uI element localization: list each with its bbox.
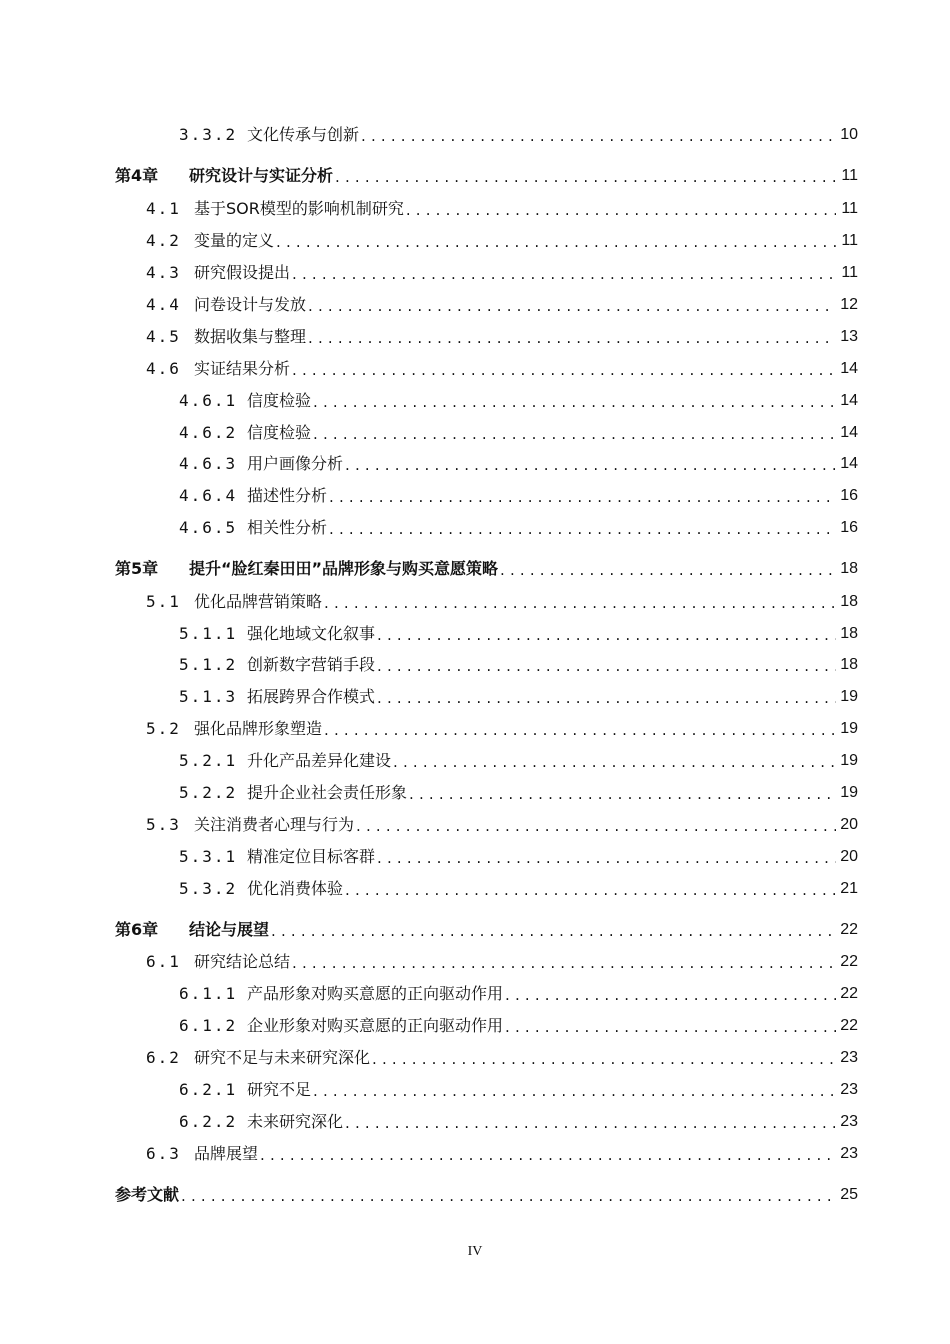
toc-entry-page: 13 (840, 328, 858, 345)
toc-entry[interactable] (146, 586, 858, 612)
toc-entry-page: 16 (840, 519, 858, 536)
toc-entry[interactable] (179, 480, 858, 506)
toc-entry-page: 10 (840, 126, 858, 143)
toc-entry[interactable] (146, 289, 858, 315)
toc-entry[interactable] (146, 321, 858, 347)
page-number: IV (467, 1244, 483, 1259)
toc-entry-number: 6.1.1 (179, 984, 247, 1004)
dot-leader (329, 518, 836, 538)
dot-leader (335, 166, 836, 186)
toc-entry[interactable] (179, 417, 858, 443)
toc-entry-title: 文化传承与创新 (247, 125, 360, 144)
dot-leader (313, 1080, 836, 1100)
toc-entry-page: 22 (840, 953, 858, 970)
toc-entry-page: 11 (841, 167, 858, 184)
toc-entry-title: 强化品牌形象塑造 (194, 719, 323, 738)
toc-entry-page: 23 (840, 1145, 858, 1162)
toc-entry-page: 20 (840, 848, 858, 865)
toc-entry[interactable] (179, 448, 858, 474)
dot-leader (313, 391, 836, 411)
toc-entry[interactable] (179, 1074, 858, 1100)
toc-entry-page: 22 (840, 1017, 858, 1034)
toc-entry[interactable] (146, 946, 858, 972)
toc-entry-title: 描述性分析 (247, 486, 328, 505)
dot-leader (329, 486, 836, 506)
dot-leader (377, 624, 836, 644)
dot-leader (292, 359, 836, 379)
dot-leader (345, 879, 836, 899)
toc-entry-page: 11 (841, 200, 858, 217)
dot-leader (292, 952, 836, 972)
dot-leader (292, 263, 836, 283)
toc-entry-number: 6.2.1 (179, 1080, 247, 1100)
toc-entry-title: 变量的定义 (194, 231, 275, 250)
toc-entry-number: 5.3.1 (179, 847, 247, 867)
toc-entry-number: 4.3 (146, 263, 194, 283)
toc-entry[interactable] (179, 681, 858, 707)
toc-entry[interactable] (146, 193, 858, 219)
toc-entry-number: 4.4 (146, 295, 194, 315)
toc-entry[interactable] (179, 745, 858, 771)
toc-entry-page: 18 (840, 656, 858, 673)
dot-leader (409, 783, 836, 803)
toc-entry-number: 4.1 (146, 199, 194, 219)
toc-entry-title: 参考文献 (115, 1185, 180, 1204)
toc-entry-page: 19 (840, 688, 858, 705)
dot-leader (361, 125, 836, 145)
dot-leader (377, 687, 836, 707)
toc-entry-number: 4.6.1 (179, 391, 247, 411)
toc-entry-title: 升化产品差异化建设 (247, 751, 392, 770)
toc-entry-title: 品牌展望 (194, 1144, 259, 1163)
dot-leader (260, 1144, 836, 1164)
toc-entry-title: 拓展跨界合作模式 (247, 687, 376, 706)
toc-entry[interactable] (179, 385, 858, 411)
toc-entry-page: 19 (840, 784, 858, 801)
dot-leader (377, 655, 836, 675)
toc-entry[interactable] (179, 1010, 858, 1036)
toc-entry-title: 研究设计与实证分析 (189, 166, 334, 185)
toc-entry[interactable] (146, 353, 858, 379)
toc-entry[interactable] (146, 809, 858, 835)
toc-entry-page: 14 (840, 360, 858, 377)
toc-entry-number: 4.2 (146, 231, 194, 251)
dot-leader (372, 1048, 836, 1068)
toc-entry-page: 20 (840, 816, 858, 833)
toc-entry[interactable] (115, 160, 858, 186)
toc-entry-page: 19 (840, 752, 858, 769)
toc-entry-number: 4.6.2 (179, 423, 247, 443)
dot-leader (276, 231, 836, 251)
dot-leader (308, 327, 836, 347)
toc-entry-title: 产品形象对购买意愿的正向驱动作用 (247, 984, 504, 1003)
toc-entry-page: 23 (840, 1081, 858, 1098)
toc-entry-number: 5.1.3 (179, 687, 247, 707)
toc-entry-title: 强化地域文化叙事 (247, 624, 376, 643)
toc-entry-page: 22 (840, 921, 858, 938)
toc-entry-page: 14 (840, 424, 858, 441)
toc-entry-title: 优化品牌营销策略 (194, 592, 323, 611)
toc-entry-number: 6.3 (146, 1144, 194, 1164)
toc-entry-number: 3.3.2 (179, 125, 247, 145)
toc-entry[interactable] (115, 553, 858, 579)
dot-leader (181, 1185, 836, 1205)
dot-leader (345, 454, 836, 474)
toc-entry-title: 基于SOR模型的影响机制研究 (194, 199, 404, 218)
toc-entry-title: 信度检验 (247, 423, 312, 442)
toc-entry-title: 未来研究深化 (247, 1112, 344, 1131)
toc-entry-number: 4.6 (146, 359, 194, 379)
toc-entry-page: 11 (841, 264, 858, 281)
toc-entry-title: 结论与展望 (189, 920, 270, 939)
toc-entry[interactable] (146, 713, 858, 739)
toc-entry[interactable] (146, 257, 858, 283)
dot-leader (308, 295, 836, 315)
toc-entry[interactable] (179, 618, 858, 644)
toc-entry[interactable] (179, 777, 858, 803)
toc-entry-title: 关注消费者心理与行为 (194, 815, 355, 834)
toc-entry-number: 4.5 (146, 327, 194, 347)
toc-entry-page: 22 (840, 985, 858, 1002)
toc-entry[interactable] (179, 978, 858, 1004)
toc-entry-title: 相关性分析 (247, 518, 328, 537)
toc-entry-title: 研究结论总结 (194, 952, 291, 971)
toc-entry-title: 企业形象对购买意愿的正向驱动作用 (247, 1016, 504, 1035)
toc-entry-number: 5.2.1 (179, 751, 247, 771)
toc-entry[interactable] (179, 841, 858, 867)
toc-entry-number: 4.6.3 (179, 454, 247, 474)
toc-entry-number: 5.3.2 (179, 879, 247, 899)
toc-entry-title: 用户画像分析 (247, 454, 344, 473)
dot-leader (377, 847, 836, 867)
toc-entry[interactable] (146, 1042, 858, 1068)
toc-entry-page: 12 (840, 296, 858, 313)
toc-entry-number: 6.2.2 (179, 1112, 247, 1132)
toc-entry-number: 4.6.4 (179, 486, 247, 506)
toc-entry[interactable] (179, 873, 858, 899)
toc-entry-title: 问卷设计与发放 (194, 295, 307, 314)
toc-entry-number: 5.1.2 (179, 655, 247, 675)
toc-entry[interactable] (115, 1179, 858, 1205)
dot-leader (345, 1112, 836, 1132)
toc-entry[interactable] (146, 1138, 858, 1164)
toc-entry-number: 5.2.2 (179, 783, 247, 803)
dot-leader (500, 559, 836, 579)
toc-entry-page: 18 (840, 593, 858, 610)
toc-entry-page: 14 (840, 455, 858, 472)
toc-entry-number: 4.6.5 (179, 518, 247, 538)
dot-leader (313, 423, 836, 443)
toc-entry-page: 18 (840, 625, 858, 642)
toc-entry-title: 信度检验 (247, 391, 312, 410)
toc-entry-number: 第6章 (115, 920, 189, 940)
toc-entry-page: 21 (840, 880, 858, 897)
toc-entry-title: 提升“脸红秦田田”品牌形象与购买意愿策略 (189, 559, 499, 578)
toc-entry[interactable] (179, 649, 858, 675)
toc-entry-number: 第5章 (115, 559, 189, 579)
toc-entry-number: 6.2 (146, 1048, 194, 1068)
toc-entry-number: 5.2 (146, 719, 194, 739)
dot-leader (393, 751, 836, 771)
toc-entry-title: 研究不足与未来研究深化 (194, 1048, 371, 1067)
toc-entry[interactable] (115, 914, 858, 940)
dot-leader (356, 815, 836, 835)
toc-entry-number: 6.1.2 (179, 1016, 247, 1036)
toc-entry[interactable] (179, 119, 858, 145)
toc-entry-title: 研究不足 (247, 1080, 312, 1099)
toc-entry-title: 精准定位目标客群 (247, 847, 376, 866)
dot-leader (505, 984, 836, 1004)
dot-leader (271, 920, 836, 940)
toc-entry-page: 23 (840, 1113, 858, 1130)
toc-entry-title: 实证结果分析 (194, 359, 291, 378)
toc-entry-page: 18 (840, 560, 858, 577)
dot-leader (505, 1016, 836, 1036)
dot-leader (406, 199, 836, 219)
toc-entry-title: 优化消费体验 (247, 879, 344, 898)
toc-entry-title: 提升企业社会责任形象 (247, 783, 408, 802)
toc-entry-page: 14 (840, 392, 858, 409)
dot-leader (324, 592, 836, 612)
toc-entry-page: 19 (840, 720, 858, 737)
toc-entry-number: 5.3 (146, 815, 194, 835)
toc-entry-title: 创新数字营销手段 (247, 655, 376, 674)
toc-entry-number: 5.1 (146, 592, 194, 612)
toc-entry-page: 23 (840, 1049, 858, 1066)
dot-leader (324, 719, 836, 739)
toc-entry-page: 16 (840, 487, 858, 504)
toc-entry[interactable] (179, 512, 858, 538)
toc-entry-page: 25 (840, 1186, 858, 1203)
toc-entry-number: 5.1.1 (179, 624, 247, 644)
toc-entry-page: 11 (841, 232, 858, 249)
toc-entry[interactable] (179, 1106, 858, 1132)
toc-entry-title: 数据收集与整理 (194, 327, 307, 346)
toc-entry[interactable] (146, 225, 858, 251)
toc-entry-number: 第4章 (115, 166, 189, 186)
toc-entry-title: 研究假设提出 (194, 263, 291, 282)
toc-entry-number: 6.1 (146, 952, 194, 972)
